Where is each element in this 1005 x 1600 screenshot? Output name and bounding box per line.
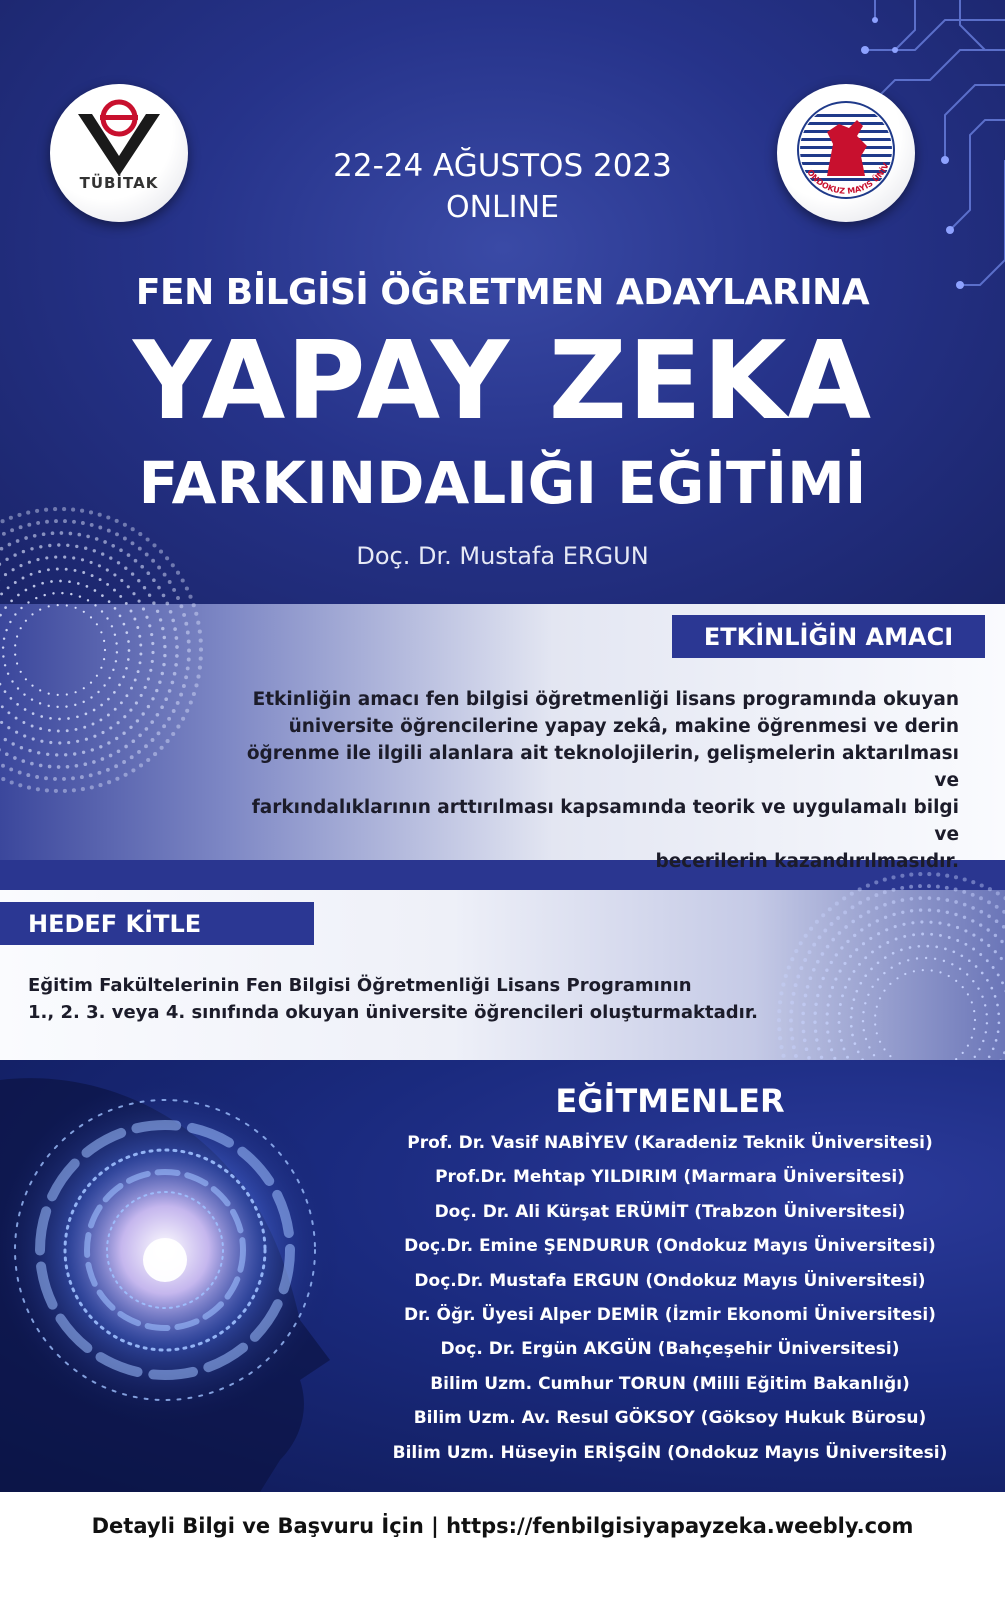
- instructors-title: EĞİTMENLER: [555, 1082, 785, 1120]
- tubitak-logo: [50, 84, 188, 222]
- purpose-line: farkındalıklarının arttırılması kapsamında teorik ve uygulamalı bilgi ve: [251, 797, 959, 845]
- instructor-item: Doç.Dr. Mustafa ERGUN (Ondokuz Mayıs Üniversitesi): [414, 1270, 926, 1291]
- audience-line: Eğitim Fakültelerinin Fen Bilgisi Öğretmenliği Lisans Programının: [28, 975, 692, 996]
- purpose-line: öğrenme ile ilgili alanlara ait teknolojilerin, gelişmelerin aktarılması ve: [246, 743, 959, 791]
- instructors-list: [380, 1126, 960, 1470]
- instructor-item: Doç. Dr. Ali Kürşat ERÜMİT (Trabzon Üniversitesi): [434, 1201, 906, 1222]
- event-mode: ONLINE: [445, 190, 559, 225]
- instructor-item: Doç.Dr. Emine ŞENDURUR (Ondokuz Mayıs Üniversitesi): [404, 1236, 936, 1257]
- instructor-item: Bilim Uzm. Cumhur TORUN (Milli Eğitim Bakanlığı): [430, 1373, 910, 1394]
- instructor-item: Dr. Öğr. Üyesi Alper DEMİR (İzmir Ekonomi Üniversitesi): [404, 1304, 936, 1325]
- instructor-item: Doç. Dr. Ergün AKGÜN (Bahçeşehir Üniversitesi): [440, 1339, 900, 1360]
- instructor-item: Bilim Uzm. Hüseyin ERİŞGİN (Ondokuz Mayıs Üniversitesi): [392, 1442, 948, 1463]
- footer: [0, 1492, 1005, 1560]
- omu-logo-text: ONDOKUZ MAYIS ÜNİV: [805, 161, 891, 196]
- instructor-item: Prof.Dr. Mehtap YILDIRIM (Marmara Üniversitesi): [435, 1167, 905, 1188]
- instructor-item: Bilim Uzm. Av. Resul GÖKSOY (Göksoy Hukuk Bürosu): [413, 1408, 927, 1429]
- purpose-line: Etkinliğin amacı fen bilgisi öğretmenliği lisans programında okuyan: [252, 689, 959, 710]
- purpose-text: [239, 686, 959, 875]
- purpose-line: üniversite öğrencilerine yapay zekâ, makine öğrenmesi ve derin: [288, 716, 959, 737]
- sub-title: FARKINDALIĞI EĞİTİMİ: [138, 449, 867, 517]
- purpose-line: becerilerin kazandırılmasıdır.: [655, 851, 959, 872]
- dot-ring-left-decoration: [0, 500, 210, 800]
- main-title: YAPAY ZEKA: [132, 319, 873, 444]
- purpose-label: ETKİNLİĞİN AMACI: [672, 615, 985, 658]
- audience-line: 1., 2. 3. veya 4. sınıfında okuyan üniversite öğrencileri oluşturmaktadır.: [28, 1002, 758, 1023]
- tubitak-emblem-icon: [50, 84, 188, 222]
- author: Doç. Dr. Mustafa ERGUN: [356, 542, 649, 570]
- pre-title: FEN BİLGİSİ ÖĞRETMEN ADAYLARINA: [135, 272, 870, 313]
- footer-link[interactable]: Detayli Bilgi ve Başvuru İçin | https://fenbilgisiyapayzeka.weebly.com: [91, 1514, 914, 1538]
- instructor-item: Prof. Dr. Vasif NABİYEV (Karadeniz Teknik Üniversitesi): [407, 1133, 933, 1153]
- audience-text: [28, 972, 788, 1026]
- audience-label: HEDEF KİTLE: [0, 902, 314, 945]
- tubitak-logo-text: TÜBİTAK: [79, 174, 159, 192]
- event-date: 22-24 AĞUSTOS 2023: [333, 148, 672, 184]
